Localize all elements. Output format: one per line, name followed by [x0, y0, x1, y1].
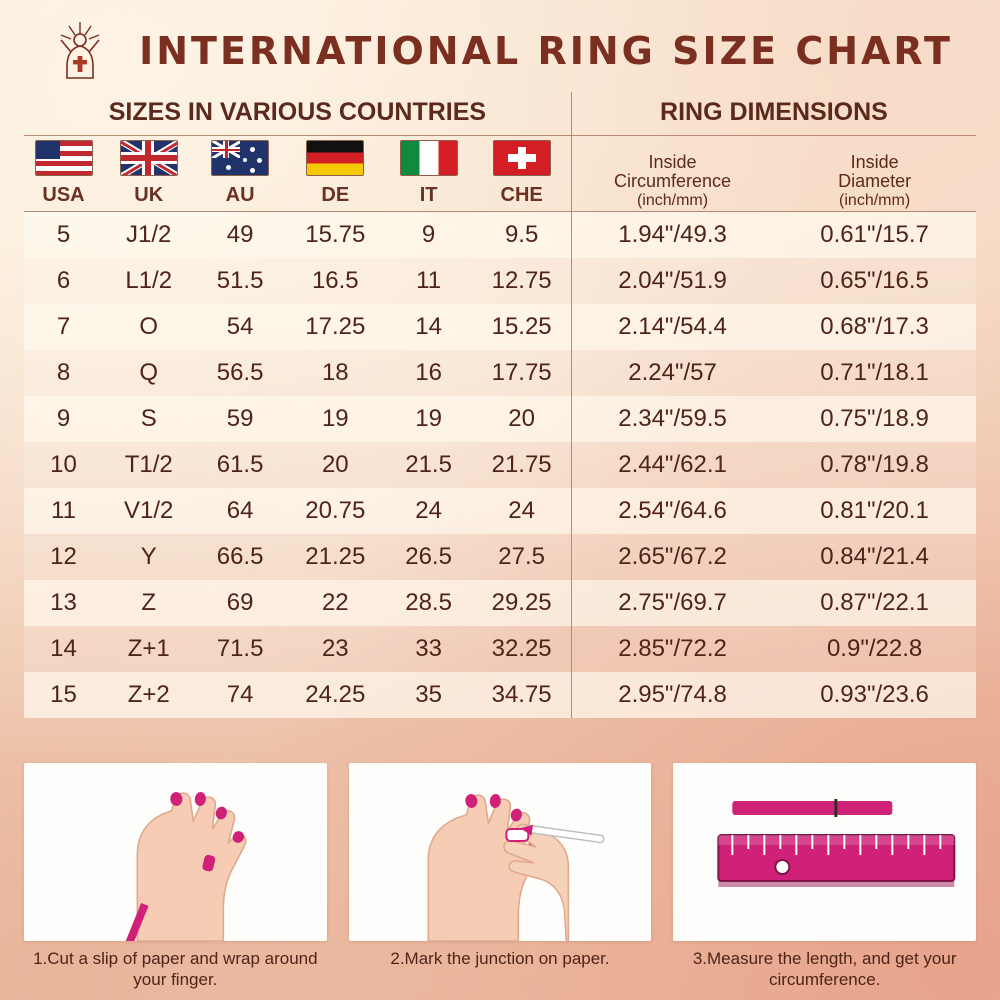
table-cell: 0.68"/17.3	[820, 313, 929, 340]
table-cell: L1/2	[125, 267, 173, 294]
table-cell: 11	[51, 497, 76, 524]
table-cell: 15.75	[305, 221, 366, 248]
table-body	[24, 212, 976, 719]
table-cell: Z+1	[127, 635, 170, 662]
table-cell: 23	[321, 635, 349, 662]
column-header-uk: UK	[134, 184, 164, 206]
table-cell: 0.61"/15.7	[820, 221, 929, 248]
table-cell: 27.5	[498, 543, 545, 570]
table-cell: 28.5	[405, 589, 452, 616]
table-cell: 19	[321, 405, 349, 432]
table-cell: 59	[226, 405, 254, 432]
table-cell: S	[140, 405, 157, 432]
table-cell: 0.75"/18.9	[820, 405, 929, 432]
table-cell: 6	[56, 267, 71, 294]
table-cell: 18	[321, 359, 349, 386]
ruler-measure-icon	[673, 763, 976, 941]
table-cell: 2.75"/69.7	[571, 580, 773, 626]
table-cell: Z	[141, 589, 157, 616]
table-cell: 49	[226, 221, 254, 248]
table-cell: 0.87"/22.1	[820, 589, 929, 616]
column-header-usa: USA	[42, 184, 85, 206]
flag-cell-au	[194, 136, 285, 184]
flag-cell-usa	[24, 136, 103, 184]
flag-australia-icon	[211, 140, 269, 176]
table-cell: 56.5	[216, 359, 264, 386]
flag-cell-it	[385, 136, 473, 184]
flag-germany-icon	[306, 140, 364, 176]
step-2	[349, 763, 652, 990]
table-cell: 61.5	[216, 451, 264, 478]
dimension-header-diameter: Inside Diameter (inch/mm)	[838, 151, 912, 209]
table-cell: 12	[50, 543, 77, 570]
table-cell: 69	[226, 589, 254, 616]
table-cell: 0.84"/21.4	[820, 543, 929, 570]
table-cell: 24.25	[305, 681, 366, 708]
table-row	[24, 442, 976, 488]
table-row	[24, 396, 976, 442]
table-cell: O	[139, 313, 159, 340]
table-cell: 32.25	[491, 635, 552, 662]
table-cell: 66.5	[216, 543, 264, 570]
table-cell: 10	[50, 451, 77, 478]
column-header-it: IT	[419, 184, 438, 206]
page-title: INTERNATIONAL RING SIZE CHART	[139, 29, 953, 73]
table-cell: V1/2	[124, 497, 174, 524]
table-cell: 2.34"/59.5	[571, 396, 773, 442]
table-row	[24, 212, 976, 259]
flag-cell-uk	[103, 136, 194, 184]
table-cell: 1.94"/49.3	[571, 212, 773, 259]
table-cell: Z+2	[127, 681, 170, 708]
table-cell: 5	[56, 221, 71, 248]
table-cell: T1/2	[124, 451, 173, 478]
step-2-caption: 2.Mark the junction on paper.	[390, 949, 610, 969]
group-header-countries: SIZES IN VARIOUS COUNTRIES	[24, 92, 571, 136]
table-cell: 34.75	[491, 681, 552, 708]
table-row	[24, 534, 976, 580]
hands-marking-paper-icon	[349, 763, 652, 941]
table-cell: 0.71"/18.1	[820, 359, 929, 386]
table-cell: 35	[415, 681, 442, 708]
table-cell: 0.78"/19.8	[820, 451, 929, 478]
table-flag-row	[24, 136, 976, 184]
table-row	[24, 488, 976, 534]
flag-cell-che	[472, 136, 571, 184]
table-cell: Y	[140, 543, 157, 570]
step-3	[673, 763, 976, 990]
table-cell: 8	[56, 359, 71, 386]
flag-switzerland-icon	[493, 140, 551, 176]
table-row	[24, 304, 976, 350]
flag-italy-icon	[400, 140, 458, 176]
table-cell: 0.65"/16.5	[820, 267, 929, 294]
table-cell: 0.81"/20.1	[820, 497, 929, 524]
table-cell: 74	[226, 681, 254, 708]
table-cell: 2.95"/74.8	[571, 672, 773, 718]
flag-usa-icon	[35, 140, 93, 176]
table-cell: 71.5	[216, 635, 264, 662]
page-header	[0, 0, 1000, 86]
table-cell: 16.5	[311, 267, 359, 294]
table-cell: 9	[421, 221, 436, 248]
table-cell: 9.5	[504, 221, 539, 248]
table-cell: 2.85"/72.2	[571, 626, 773, 672]
table-cell: 21.25	[305, 543, 366, 570]
table-row	[24, 258, 976, 304]
flag-uk-icon	[120, 140, 178, 176]
table-cell: 14	[415, 313, 442, 340]
table-cell: 22	[321, 589, 349, 616]
table-group-header-row	[24, 92, 976, 136]
step-3-caption: 3.Measure the length, and get your circumference.	[692, 949, 957, 989]
table-row	[24, 580, 976, 626]
table-cell: 2.24"/57	[571, 350, 773, 396]
table-cell: 54	[226, 313, 254, 340]
table-cell: 21.75	[491, 451, 552, 478]
table-cell: 17.75	[491, 359, 552, 386]
table-cell: 2.65"/67.2	[571, 534, 773, 580]
table-cell: 13	[50, 589, 77, 616]
table-cell: 16	[415, 359, 442, 386]
table-row	[24, 672, 976, 718]
table-row	[24, 350, 976, 396]
column-header-che: CHE	[500, 184, 543, 206]
table-cell: 15	[50, 681, 77, 708]
table-cell: J1/2	[126, 221, 172, 248]
table-cell: 7	[56, 313, 71, 340]
measure-steps	[24, 763, 976, 990]
table-cell: 2.04"/51.9	[571, 258, 773, 304]
column-header-de: DE	[321, 184, 350, 206]
table-cell: 15.25	[491, 313, 552, 340]
step-1-caption: 1.Cut a slip of paper and wrap around your finger.	[33, 949, 318, 989]
table-cell: 24	[415, 497, 442, 524]
table-cell: 9	[56, 405, 71, 432]
table-cell: 51.5	[216, 267, 264, 294]
table-row	[24, 626, 976, 672]
table-cell: 0.93"/23.6	[820, 681, 929, 708]
step-1	[24, 763, 327, 990]
flag-cell-de	[286, 136, 385, 184]
praying-figure-logo-icon	[47, 20, 113, 82]
table-cell: 19	[415, 405, 442, 432]
table-cell: Q	[139, 359, 159, 386]
size-table	[24, 92, 976, 718]
dimension-header-circumference: Inside Circumference (inch/mm)	[571, 136, 773, 212]
table-cell: 20.75	[305, 497, 366, 524]
table-cell: 14	[50, 635, 77, 662]
table-cell: 11	[416, 267, 442, 294]
table-cell: 20	[508, 405, 535, 432]
table-cell: 12.75	[491, 267, 552, 294]
table-cell: 33	[415, 635, 442, 662]
table-cell: 64	[226, 497, 254, 524]
table-cell: 2.54"/64.6	[571, 488, 773, 534]
table-cell: 17.25	[305, 313, 366, 340]
table-cell: 21.5	[405, 451, 452, 478]
table-cell: 29.25	[491, 589, 552, 616]
group-header-dimensions: RING DIMENSIONS	[571, 92, 976, 136]
table-cell: 2.44"/62.1	[571, 442, 773, 488]
table-cell: 24	[508, 497, 535, 524]
hand-with-paper-slip-icon	[24, 763, 327, 941]
column-header-au: AU	[225, 184, 255, 206]
table-cell: 0.9"/22.8	[826, 635, 923, 662]
table-cell: 20	[321, 451, 349, 478]
table-cell: 26.5	[405, 543, 452, 570]
table-cell: 2.14"/54.4	[571, 304, 773, 350]
